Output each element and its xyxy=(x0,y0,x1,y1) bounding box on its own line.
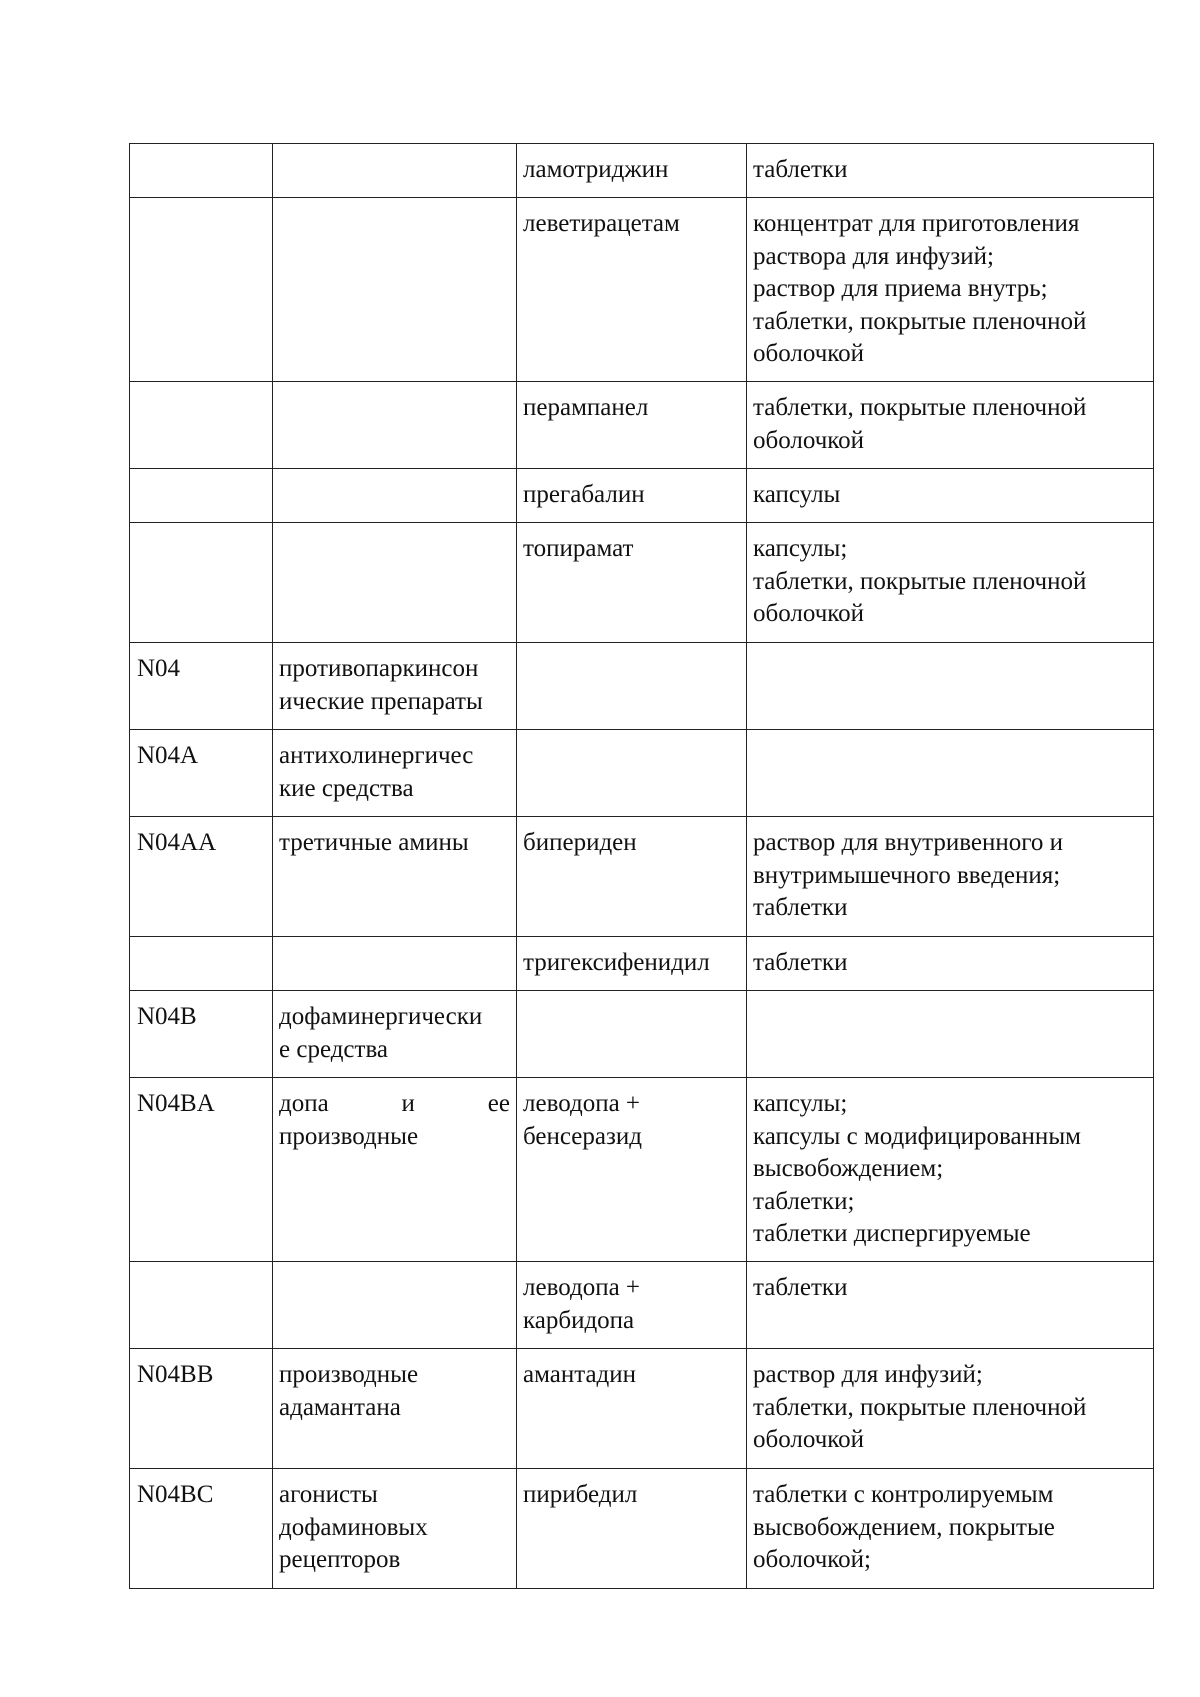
atc-code-cell: N04BB xyxy=(130,1349,273,1469)
drug-name-cell xyxy=(517,991,747,1078)
table-row xyxy=(130,1078,1154,1262)
table-row xyxy=(130,1469,1154,1589)
drug-name-cell: леводопа + бенсеразид xyxy=(517,1078,747,1262)
drug-name-cell: прегабалин xyxy=(517,469,747,523)
group-cell xyxy=(273,1262,517,1349)
group-cell xyxy=(273,198,517,382)
table-row xyxy=(130,198,1154,382)
dosage-forms-cell: раствор для внутривенного и внутримышечного введения; таблетки xyxy=(747,817,1154,937)
drug-name-cell: леветирацетам xyxy=(517,198,747,382)
group-cell: дофаминергически е средства xyxy=(273,991,517,1078)
atc-code-cell xyxy=(130,1262,273,1349)
table-row xyxy=(130,469,1154,523)
table-row xyxy=(130,382,1154,469)
dosage-forms-cell: концентрат для приготовления раствора для инфузий; раствор для приема внутрь; таблетки, покрытые пленочной оболочкой xyxy=(747,198,1154,382)
dosage-forms-cell xyxy=(747,730,1154,817)
atc-code-cell xyxy=(130,469,273,523)
atc-code-cell: N04A xyxy=(130,730,273,817)
drug-name-cell: перампанел xyxy=(517,382,747,469)
group-cell xyxy=(273,469,517,523)
group-cell: производные адамантана xyxy=(273,1349,517,1469)
drug-name-cell: тригексифенидил xyxy=(517,937,747,991)
dosage-forms-cell: таблетки xyxy=(747,144,1154,198)
group-cell xyxy=(273,523,517,643)
drug-name-cell: пирибедил xyxy=(517,1469,747,1589)
atc-code-cell: N04 xyxy=(130,643,273,730)
drug-classification-table xyxy=(129,143,1154,1589)
dosage-forms-cell: капсулы; капсулы с модифицированным высвобождением; таблетки; таблетки диспергируемые xyxy=(747,1078,1154,1262)
table-row xyxy=(130,523,1154,643)
dosage-forms-cell: раствор для инфузий; таблетки, покрытые пленочной оболочкой xyxy=(747,1349,1154,1469)
table-row xyxy=(130,643,1154,730)
drug-name-cell xyxy=(517,643,747,730)
atc-code-cell xyxy=(130,382,273,469)
atc-code-cell: N04BC xyxy=(130,1469,273,1589)
table-row xyxy=(130,144,1154,198)
table-row xyxy=(130,730,1154,817)
dosage-forms-cell: таблетки xyxy=(747,1262,1154,1349)
dosage-forms-cell: капсулы xyxy=(747,469,1154,523)
group-cell: антихолинергичес кие средства xyxy=(273,730,517,817)
table-row xyxy=(130,937,1154,991)
drug-name-cell xyxy=(517,730,747,817)
table-row xyxy=(130,1349,1154,1469)
dosage-forms-cell: таблетки xyxy=(747,937,1154,991)
drug-name-cell: бипериден xyxy=(517,817,747,937)
dosage-forms-cell xyxy=(747,991,1154,1078)
atc-code-cell: N04B xyxy=(130,991,273,1078)
table-row xyxy=(130,817,1154,937)
justified-line: допа и ее xyxy=(279,1090,510,1117)
dosage-forms-cell: таблетки, покрытые пленочной оболочкой xyxy=(747,382,1154,469)
dosage-forms-cell: таблетки с контролируемым высвобождением, покрытые оболочкой; xyxy=(747,1469,1154,1589)
table-row xyxy=(130,991,1154,1078)
dosage-forms-cell xyxy=(747,643,1154,730)
atc-code-cell: N04BA xyxy=(130,1078,273,1262)
drug-name-cell: ламотриджин xyxy=(517,144,747,198)
table-row xyxy=(130,1262,1154,1349)
group-cell: агонисты дофаминовых рецепторов xyxy=(273,1469,517,1589)
atc-code-cell xyxy=(130,937,273,991)
atc-code-cell xyxy=(130,144,273,198)
group-cell xyxy=(273,144,517,198)
dosage-forms-cell: капсулы; таблетки, покрытые пленочной оболочкой xyxy=(747,523,1154,643)
atc-code-cell: N04AA xyxy=(130,817,273,937)
group-cell xyxy=(273,937,517,991)
group-cell: допа и ее производные xyxy=(273,1078,517,1262)
atc-code-cell xyxy=(130,523,273,643)
drug-name-cell: топирамат xyxy=(517,523,747,643)
group-cell xyxy=(273,382,517,469)
drug-name-cell: амантадин xyxy=(517,1349,747,1469)
group-cell: противопаркинсон ические препараты xyxy=(273,643,517,730)
drug-name-cell: леводопа + карбидопа xyxy=(517,1262,747,1349)
atc-code-cell xyxy=(130,198,273,382)
group-cell: третичные амины xyxy=(273,817,517,937)
